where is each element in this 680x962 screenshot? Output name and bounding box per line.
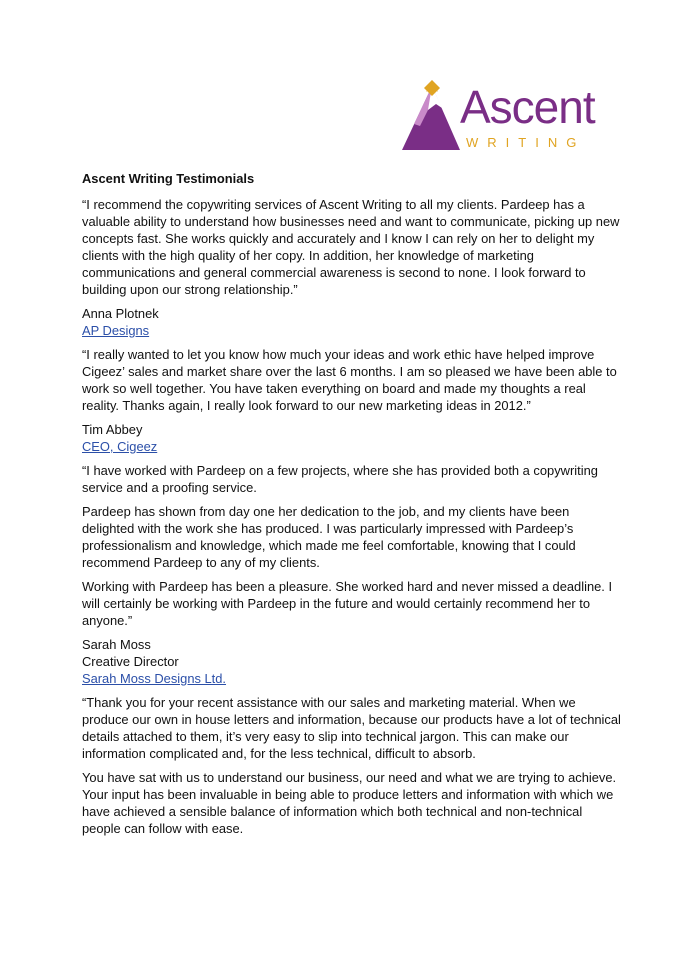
testimonial-2-name: Tim Abbey [82, 422, 143, 437]
testimonial-1-name: Anna Plotnek [82, 306, 159, 321]
testimonial-3-signature [82, 636, 622, 687]
testimonial-3-paragraph-3: Working with Pardeep has been a pleasure. She worked hard and never missed a deadline. I will certainly be working with Pardeep in the future and would certainly recommend her to anyone.” [82, 579, 613, 628]
testimonial-4-paragraph-2: You have sat with us to understand our business, our need and what we are trying to achieve. Your input has been invaluable in being able to produce letters and information with which we have achieved a sensible balance of information which both technical and non-technical people can follow with ease. [82, 770, 617, 836]
testimonial-3-role: Creative Director [82, 654, 179, 669]
logo-wordmark: Ascent [460, 81, 595, 133]
ascent-writing-logo [398, 80, 598, 160]
mountain-logo-icon [398, 80, 462, 152]
testimonial-3-company-link[interactable]: Sarah Moss Designs Ltd. [82, 671, 227, 686]
testimonial-4-paragraph-1: “Thank you for your recent assistance with our sales and marketing material. When we produce our own in house letters and information, because our products have a lot of technical details attached to them, it’s very easy to slip into technical jargon. This can make our information complicated and, for the less technical, difficult to absorb. [82, 695, 621, 761]
testimonial-1-signature [82, 305, 622, 339]
logo-subtitle: WRITING [466, 135, 586, 150]
testimonial-1-quote: “I recommend the copywriting services of Ascent Writing to all my clients. Pardeep has a valuable ability to understand how businesses need and want to communicate, picking up new concepts fast. She works quickly and accurately and I know I can rely on her to delight my clients with the high quality of her copy. In addition, her knowledge of marketing communications and general commercial awareness is second to none. I look forward to building upon our strong relationship.” [82, 197, 620, 297]
testimonial-2-company-link[interactable]: CEO, Cigeez [82, 439, 158, 454]
testimonial-2-signature [82, 421, 622, 455]
testimonial-3-name: Sarah Moss [82, 637, 151, 652]
testimonial-3-paragraph-1: “I have worked with Pardeep on a few projects, where she has provided both a copywriting service and a proofing service. [82, 463, 598, 495]
testimonial-1-company-link[interactable]: AP Designs [82, 323, 150, 338]
page-title: Ascent Writing Testimonials [82, 171, 255, 186]
document-body [82, 170, 622, 844]
testimonial-3-paragraph-2: Pardeep has shown from day one her dedication to the job, and my clients have been delighted with the work she has produced. I was particularly impressed with Pardeep’s professionalism and knowledge, which made me feel comfortable, knowing that I could recommend Pardeep to any of my clients. [82, 504, 576, 570]
testimonial-2-quote: “I really wanted to let you know how much your ideas and work ethic have helped improve Cigeez’ sales and market share over the last 6 months. I am so pleased we have been able to work so well together. You have taken everything on board and made my thoughts a real reality. Thanks again, I really look forward to our new marketing ideas in 2012.” [82, 347, 617, 413]
